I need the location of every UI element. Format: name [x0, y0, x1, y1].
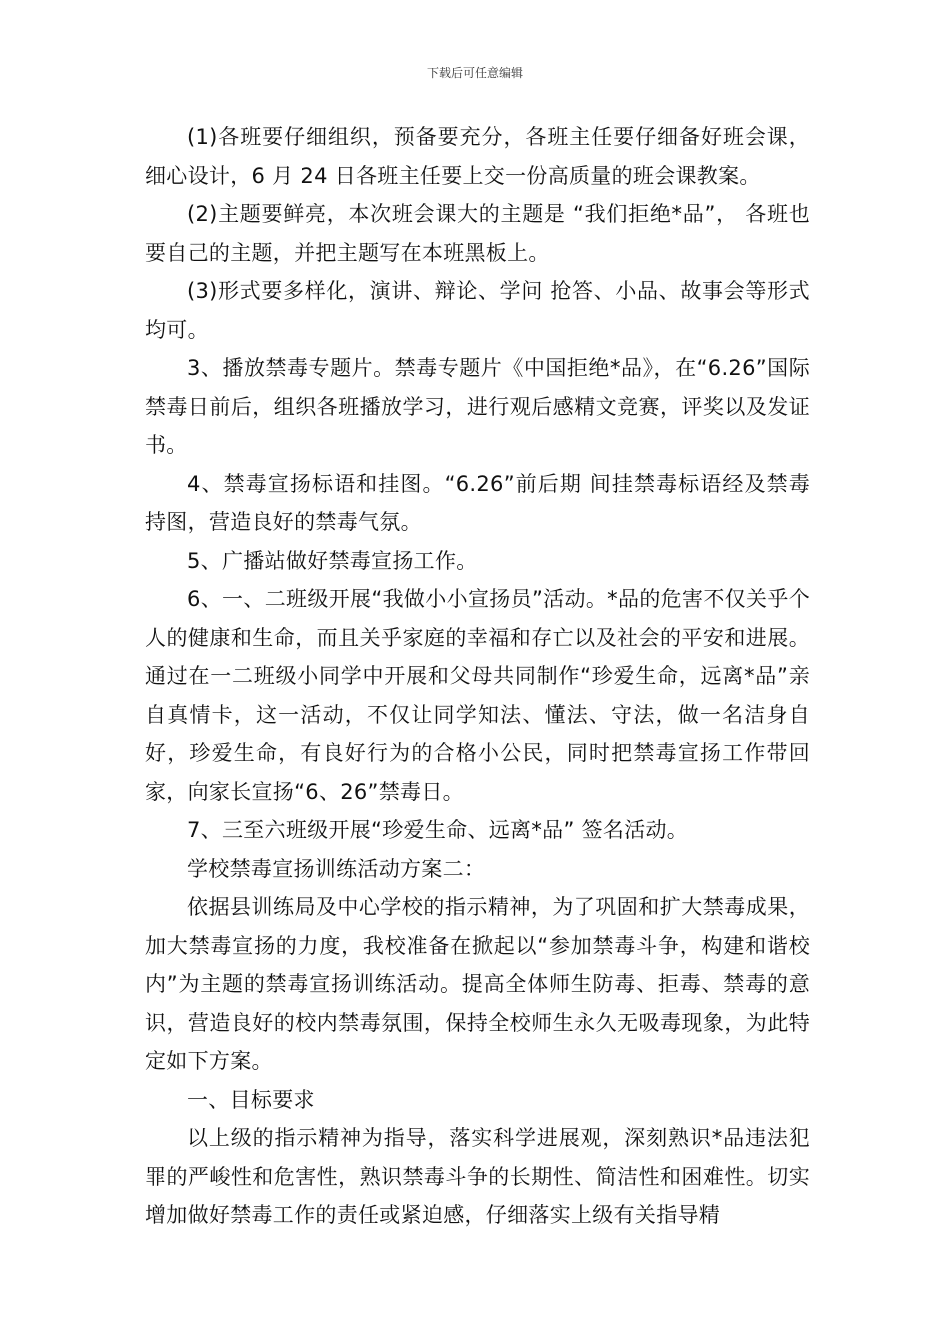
paragraph-item-10: 依据县训练局及中心学校的指示精神，为了巩固和扩大禁毒成果，加大禁毒宣扬的力度，我校准备在掀起以“参加禁毒斗争，构建和谐校内”为主题的禁毒宣扬训练活动。提高全体师生防毒、拒毒、禁毒的意识，营造良好的校内禁毒氛围，保持全校师生永久无吸毒现象，为此特定如下方案。	[145, 895, 810, 1073]
paragraph-item-1: (1)各班要仔细组织，预备要充分，各班主任要仔细备好班会课，细心设计，6 月 24 日各班主任要上交一份高质量的班会课教案。	[145, 125, 810, 188]
paragraph-item-8: 7、三至六班级开展“珍爱生命、远离*品” 签名活动。	[187, 818, 689, 842]
page-header: 下载后可任意编辑	[426, 66, 523, 80]
paragraph-item-3: (3)形式要多样化，演讲、辩论、学问 抢答、小品、故事会等形式均可。	[145, 279, 810, 342]
paragraph-item-5: 4、禁毒宣扬标语和挂图。“6.26”前后期 间挂禁毒标语经及禁毒持图，营造良好的禁毒气氛。	[145, 471, 810, 534]
paragraph-item-4: 3、播放禁毒专题片。禁毒专题片《中国拒绝*品》，在“6.26”国际禁毒日前后，组织各班播放学习，进行观后感精文竞赛，评奖以及发证书。	[145, 356, 810, 457]
paragraph-item-7: 6、一、二班级开展“我做小小宣扬员”活动。*品的危害不仅关乎个人的健康和生命，而且关乎家庭的幸福和存亡以及社会的平安和进展。通过在一二班级小同学中开展和父母共同制作“珍爱生命，远离*品”亲自真情卡，这一活动，不仅让同学知法、懂法、守法，做一名洁身自好，珍爱生命，有良好行为的合格小公民，同时把禁毒宣扬工作带回家，向家长宣扬“6、26”禁毒日。	[145, 587, 810, 804]
subsection-heading: 一、目标要求	[187, 1087, 315, 1112]
section-title: 学校禁毒宣扬训练活动方案二：	[187, 856, 486, 881]
paragraph-item-6: 5、广播站做好禁毒宣扬工作。	[187, 548, 478, 573]
paragraph-item-12: 以上级的指示精神为指导，落实科学进展观，深刻熟识*品违法犯罪的严峻性和危害性，熟识禁毒斗争的长期性、简洁性和困难性。切实增加做好禁毒工作的责任或紧迫感，仔细落实上级有关指导精	[145, 1126, 810, 1227]
document-body	[145, 118, 810, 1235]
paragraph-item-2: (2)主题要鲜亮，本次班会课大的主题是 “我们拒绝*品”， 各班也要自己的主题，并把主题写在本班黑板上。	[145, 202, 810, 265]
